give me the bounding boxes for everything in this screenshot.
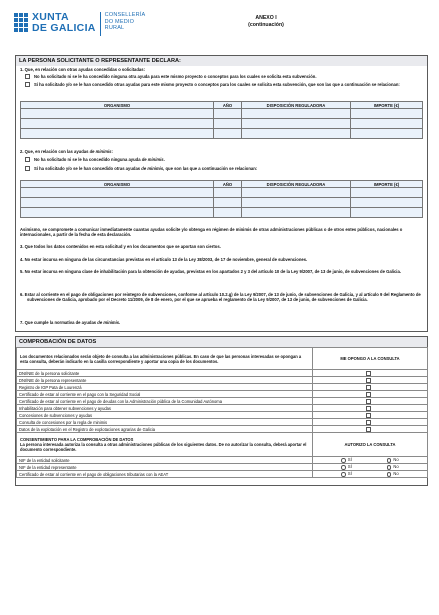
table-row: NIF de la entidad solicitante SÍ No (17, 457, 428, 464)
table-row: Registro de IGP Pata de Lourenzá (17, 384, 428, 391)
declaration-7: 7. Que cumple la normativa de ayudas de minimis. (20, 320, 121, 325)
header-ano: AÑO (214, 181, 242, 188)
declaration-3: 3. Que todos los datos contenidos en esta solicitud y en los documentos que se aportan son ciertos. (20, 244, 221, 249)
q1-option-yes (25, 82, 423, 87)
oppose-checkbox[interactable] (366, 413, 371, 418)
table-row: Consulta de concesiones por la regla de minimis (17, 419, 428, 426)
anexo-heading (206, 15, 326, 29)
oppose-checkbox[interactable] (366, 378, 371, 383)
declaration-4: 4. No estar incursa en ninguna de las circunstancias previstas en el artículo 13 de la Ley 38/2003, de 17 de noviembre, general de subvenciones. (20, 257, 308, 262)
xunta-emblem-icon (14, 13, 28, 35)
declaration-title: LA PERSONA SOLICITANTE O REPRESENTANTE DECLARA: (16, 56, 427, 66)
header-disposicion: DISPOSICIÓN REGULADORA (242, 181, 351, 188)
oppose-column-header: ME OPONGO A LA CONSULTA (313, 348, 428, 370)
question-1: 1. Que, en relación con otras ayudas concedidas o solicitadas: (20, 67, 145, 72)
asimismo-text: Asimismo, se compromete a comunicar inmediatamente cuantas ayudas solicite y/o obtenga en régimen de minimis de otras administraciones públicas o de otros entes públicos, nacionales o internacionales, a partir de la fecha de esta declaración. (20, 227, 403, 238)
declaration-6: 6. Estar al corriente en el pago de obligaciones por reintegro de subvenciones, conforme al artículo 10.2.g) de la Ley 9/2007, de 13 de junio, de subvenciones de Galicia, y al artículo 9 del Reglamento de subvenciones de Galicia, aprobado por el Decreto 11/2009, de 8 de enero, por el que se aprueba el reglamento de la Ley 9/2007, de 13 de junio, de subvenciones de Galicia. (20, 292, 421, 303)
table-row: Concesiones de subvenciones y ayudas (17, 412, 428, 419)
table-row: Datos de la explotación en el Registro de explotaciones agrarias de Galicia (17, 426, 428, 433)
q1-option-none (25, 74, 423, 79)
header-organismo: ORGANISMO (21, 181, 214, 188)
oppose-intro: Los documentos relacionados serán objeto de consulta a las administraciones públicas. En caso de que las personas interesadas se opongan a esta consulta, deberán indicarlo en la casilla correspondiente y aportar una copia de los documentos. (17, 348, 313, 370)
q1-yes-label: Sí ha solicitado y/o se le han concedido otras ayudas para este mismo proyecto o conceptos para los cuales se solicita esta subvención, que son las que a continuación se relacionan: (34, 82, 400, 87)
table-row: Certificado de estar al corriente en el pago con la Seguridad Social (17, 391, 428, 398)
q2-option-yes: Sí ha solicitado y/o se le han concedido otras ayudas de minimis, que son las que a continuación se relacionan: (25, 166, 423, 171)
data-check-section (15, 336, 428, 486)
table-row: DNI/NIE de la persona representante (17, 377, 428, 384)
authorize-yes-radio[interactable] (341, 458, 346, 463)
oppose-checkbox[interactable] (366, 385, 371, 390)
authorize-no-radio[interactable] (387, 458, 392, 463)
page-header (14, 12, 434, 48)
consent-title: CONSENTIMIENTO PARA LA COMPROBACIÓN DE DATOS (20, 437, 134, 442)
header-disposicion: DISPOSICIÓN REGULADORA (242, 102, 351, 109)
table-row: Certificado de estar al corriente en el pago de obligaciones tributarias con la AEAT SÍ No (17, 471, 428, 478)
oppose-checkbox[interactable] (366, 399, 371, 404)
anexo-subtitle: (continuación) (248, 22, 284, 28)
logo-sub2: DO MEDIO (104, 18, 135, 25)
oppose-checkbox[interactable] (366, 371, 371, 376)
q1-yes-checkbox[interactable] (25, 82, 30, 87)
oppose-checkbox[interactable] (366, 427, 371, 432)
table-row: Inhabilitación para obtener subvenciones y ayudas (17, 405, 428, 412)
question-2: 2. Que, en relación con las ayudas de minimis: (20, 149, 113, 154)
authorize-column-header: AUTORIZO LA CONSULTA (313, 433, 428, 457)
oppose-table (16, 347, 428, 478)
q2-none-checkbox[interactable] (25, 157, 30, 162)
declaration-5: 5. No estar incursa en ninguna clase de inhabilitación para la obtención de ayudas, previstas en los apartados 2 y 3 del artículo 10 de la Ley 9/2007, de 13 de junio, de subvenciones de Galicia. (20, 269, 401, 274)
authorize-no-radio[interactable] (387, 465, 392, 470)
logo-line1: XUNTA (32, 11, 69, 23)
header-importe: IMPORTE (€) (351, 181, 423, 188)
aid-table-1 (20, 101, 423, 139)
table-row (21, 129, 423, 139)
declaration-section (15, 55, 428, 332)
anexo-title: ANEXO I (255, 15, 277, 21)
consent-block (17, 433, 313, 457)
header-ano: AÑO (214, 102, 242, 109)
table-row (21, 188, 423, 198)
authorize-no-radio[interactable] (387, 472, 392, 477)
logo-line2: DE GALICIA (32, 21, 96, 34)
aid-table-2 (20, 180, 423, 218)
oppose-checkbox[interactable] (366, 406, 371, 411)
table-row (21, 119, 423, 129)
table-row: NIF de la entidad representante SÍ No (17, 464, 428, 471)
q1-none-checkbox[interactable] (25, 74, 30, 79)
xunta-logo (14, 12, 145, 36)
logo-sub3: RURAL (104, 25, 125, 32)
q2-option-none: No ha solicitado ni se le ha concedido ninguna ayuda de minimis. (25, 157, 423, 162)
logo-sub1: CONSELLERÍA (104, 12, 146, 18)
consent-intro: La persona interesada autoriza la consulta a otras administraciones públicas de los siguientes datos. De no autorizar la consulta, deberá aportar el documento correspondiente. (20, 442, 307, 452)
header-organismo: ORGANISMO (21, 102, 214, 109)
authorize-yes-radio[interactable] (341, 472, 346, 477)
table-row (21, 109, 423, 119)
logo-divider (100, 12, 101, 36)
oppose-checkbox[interactable] (366, 392, 371, 397)
table-row: DNI/NIE de la persona solicitante (17, 370, 428, 377)
table-row (21, 208, 423, 218)
authorize-yes-radio[interactable] (341, 465, 346, 470)
q1-none-label: No ha solicitado ni se le ha concedido ninguna otra ayuda para este mismo proyecto o conceptos para los cuales se solicita esta subvención. (34, 74, 317, 79)
data-check-title: COMPROBACIÓN DE DATOS (16, 337, 427, 347)
table-row (21, 198, 423, 208)
q2-yes-checkbox[interactable] (25, 166, 30, 171)
header-importe: IMPORTE (€) (351, 102, 423, 109)
table-row: Certificado de estar al corriente en el pago de deudas con la Administración pública de la Comunidad Autónoma (17, 398, 428, 405)
oppose-checkbox[interactable] (366, 420, 371, 425)
